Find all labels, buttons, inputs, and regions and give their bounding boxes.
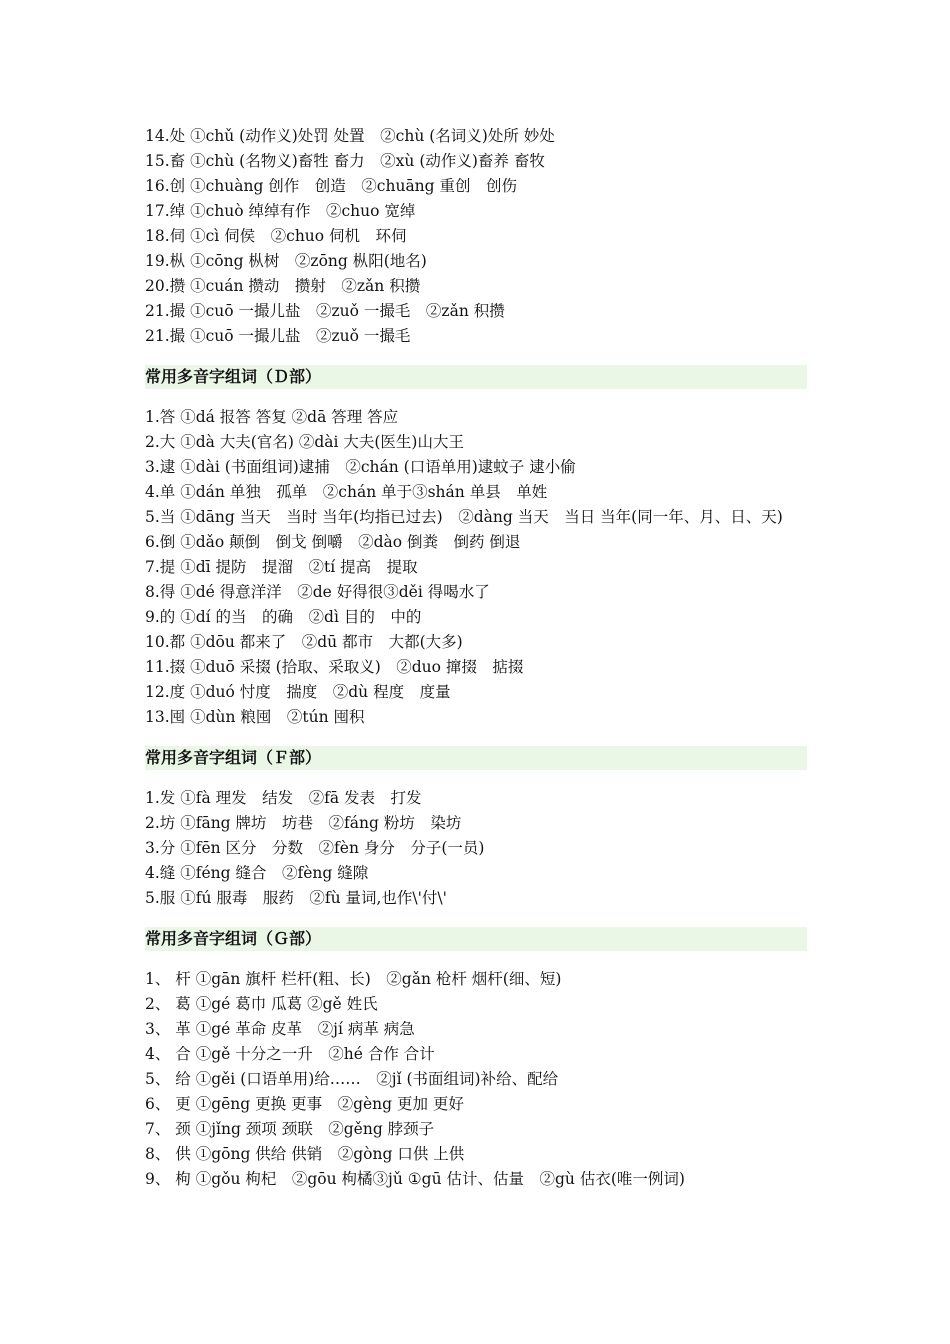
section-heading-f: 常用多音字组词（Ｆ部） [145,746,807,770]
list-item: 1.答 ①dá 报答 答复 ②dā 答理 答应 [145,408,399,426]
list-item: 20.攒 ①cuán 攒动 攒射 ②zǎn 积攒 [145,277,421,295]
list-item: 8.得 ①dé 得意洋洋 ②de 好得很③děi 得喝水了 [145,583,490,601]
list-item: 13.囤 ①dùn 粮囤 ②tún 囤积 [145,708,365,726]
list-item: 4、 合 ①gě 十分之一升 ②hé 合作 合计 [145,1045,435,1063]
list-item: 19.枞 ①cōng 枞树 ②zōng 枞阳(地名) [145,252,427,270]
list-item: 7.提 ①dī 提防 提溜 ②tí 提高 提取 [145,558,418,576]
list-item: 5、 给 ①gěi (口语单用)给…… ②jǐ (书面组词)补给、配给 [145,1070,559,1088]
list-item: 7、 颈 ①jǐng 颈项 颈联 ②gěng 脖颈子 [145,1120,435,1138]
section-d-list [145,405,807,730]
list-item: 16.创 ①chuàng 创作 创造 ②chuāng 重创 创伤 [145,177,518,195]
list-item: 2.坊 ①fāng 牌坊 坊巷 ②fáng 粉坊 染坊 [145,814,462,832]
list-item: 14.处 ①chǔ (动作义)处罚 处置 ②chù (名词义)处所 妙处 [145,127,555,145]
top-list [145,124,807,349]
list-item: 21.撮 ①cuō 一撮儿盐 ②zuǒ 一撮毛 ②zǎn 积攒 [145,302,505,320]
document-page [145,124,807,1192]
list-item: 4.缝 ①féng 缝合 ②fèng 缝隙 [145,864,369,882]
list-item: 2、 葛 ①gé 葛巾 瓜葛 ②gě 姓氏 [145,995,378,1013]
list-item: 1、 杆 ①gān 旗杆 栏杆(粗、长) ②gǎn 枪杆 烟杆(细、短) [145,970,562,988]
section-g-list [145,967,807,1192]
list-item: 1.发 ①fà 理发 结发 ②fā 发表 打发 [145,789,422,807]
section-heading-d: 常用多音字组词（Ｄ部） [145,365,807,389]
list-item: 5.当 ①dāng 当天 当时 当年(均指已过去) ②dàng 当天 当日 当年(同一年、月、日、天) [145,508,783,526]
list-item: 12.度 ①duó 忖度 揣度 ②dù 程度 度量 [145,683,451,701]
list-item: 6.倒 ①dǎo 颠倒 倒戈 倒嚼 ②dào 倒粪 倒药 倒退 [145,533,521,551]
list-item: 4.单 ①dán 单独 孤单 ②chán 单于③shán 单县 单姓 [145,483,548,501]
list-item: 9、 枸 ①gǒu 枸杞 ②gōu 枸橘③jǔ ①gū 估计、估量 ②gù 估衣(唯一例词) [145,1170,685,1188]
list-item: 11.掇 ①duō 采掇 (拾取、采取义) ②duo 撺掇 掂掇 [145,658,524,676]
list-item: 3.逮 ①dài (书面组词)逮捕 ②chán (口语单用)逮蚊子 逮小偷 [145,458,576,476]
list-item: 17.绰 ①chuò 绰绰有作 ②chuo 宽绰 [145,202,416,220]
section-f-list [145,786,807,911]
list-item: 15.畜 ①chù (名物义)畜牲 畜力 ②xù (动作义)畜养 畜牧 [145,152,545,170]
list-item: 3.分 ①fēn 区分 分数 ②fèn 身分 分子(一员) [145,839,485,857]
list-item: 2.大 ①dà 大夫(官名) ②dài 大夫(医生)山大王 [145,433,464,451]
list-item: 21.撮 ①cuō 一撮儿盐 ②zuǒ 一撮毛 [145,327,411,345]
list-item: 6、 更 ①gēng 更换 更事 ②gèng 更加 更好 [145,1095,464,1113]
list-item: 3、 革 ①gé 革命 皮革 ②jí 病革 病急 [145,1020,415,1038]
list-item: 18.伺 ①cì 伺侯 ②chuo 伺机 环伺 [145,227,407,245]
section-heading-g: 常用多音字组词（Ｇ部） [145,927,807,951]
list-item: 10.都 ①dōu 都来了 ②dū 都市 大都(大多) [145,633,463,651]
list-item: 9.的 ①dí 的当 的确 ②dì 目的 中的 [145,608,422,626]
list-item: 8、 供 ①gōng 供给 供销 ②gòng 口供 上供 [145,1145,465,1163]
list-item: 5.服 ①fú 服毒 服药 ②fù 量词,也作\'付\' [145,889,447,907]
